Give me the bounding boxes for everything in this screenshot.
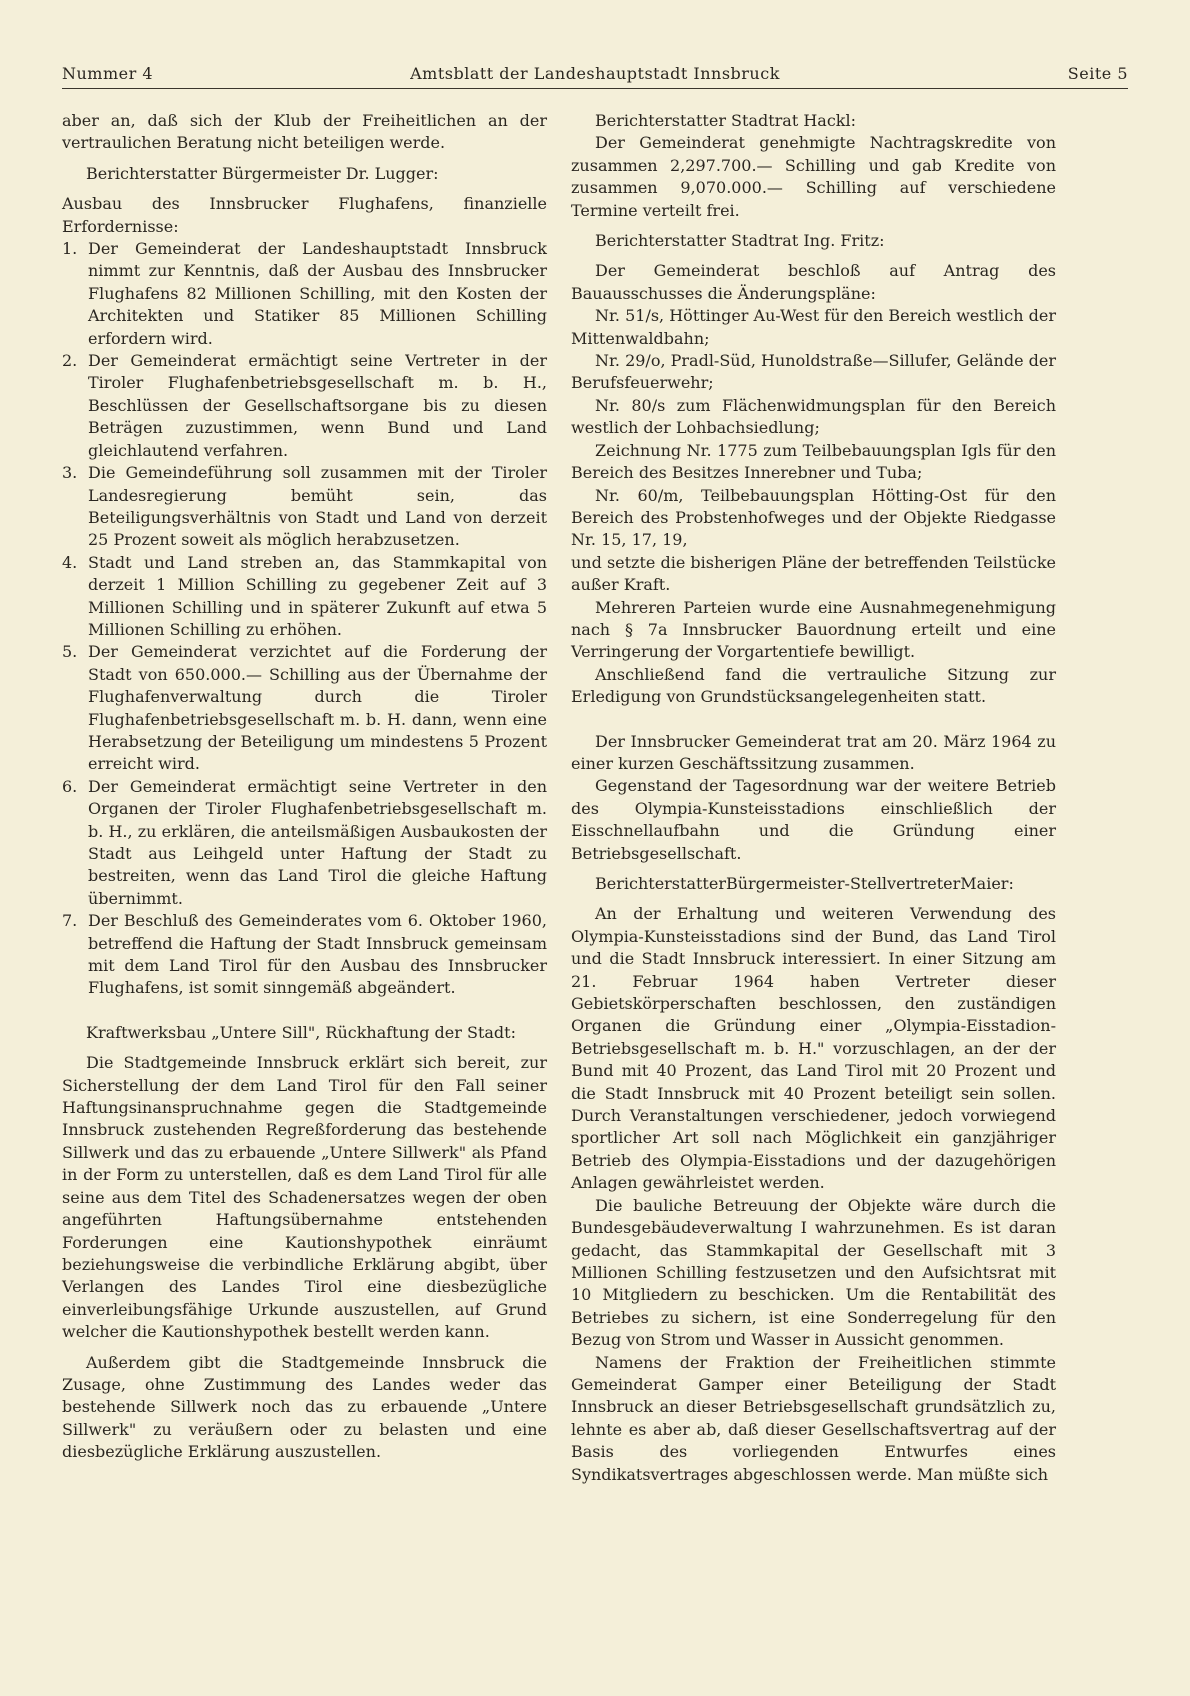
list-item — [62, 641, 547, 775]
plan-item: Nr. 29/o, Pradl-Süd, Hunoldstraße—Sillufer, Gelände der Berufsfeuerwehr; — [571, 351, 1056, 393]
topic-heading: Kraftwerksbau „Untere Sill", Rückhaftung der Stadt: — [86, 1022, 516, 1042]
item-text: Stadt und Land streben an, das Stammkapital von derzeit 1 Million Schilling zu gegebener Zeit auf 3 Millionen Schilling und in späterer Zukunft auf etwa 5 Millionen Schilling zu erhöhen. — [88, 552, 547, 639]
issue-number: Nummer 4 — [62, 64, 154, 83]
reporter-heading: Berichterstatter Stadtrat Ing. Fritz: — [595, 231, 885, 251]
list-item — [62, 350, 547, 462]
list-item — [62, 910, 547, 1000]
item-number: 6. — [62, 776, 78, 796]
plan-item: Nr. 60/m, Teilbebauungsplan Hötting-Ost für den Bereich des Probstenhofweges und der Objekte Riedgasse Nr. 15, 17, 19, — [571, 485, 1056, 550]
list-item — [62, 776, 547, 910]
paragraph: Die Stadtgemeinde Innsbruck erklärt sich bereit, zur Sicherstellung der dem Land Tirol für den Fall seiner Haftungsinanspruchnahme gegen die Stadtgemeinde Innsbruck zustehenden Regreßforderung das bestehende Sillwerk und das zu erbauende „Untere Sillwerk" als Pfand in der Form zu unterstellen, daß es dem Land Tirol für alle seine aus dem Titel des Schadenersatzes wegen der oben angeführten Haftungsübernahme entstehenden Forderungen eine Kautionshypothek einräumt beziehungsweise die verbindliche Erklärung abgibt, über Verlangen des Landes Tirol eine diesbezügliche einverleibungsfähige Urkunde auszustellen, auf Grund welcher die Kautionshypothek bestellt werden kann. — [62, 1053, 547, 1342]
paragraph: An der Erhaltung und weiteren Verwendung des Olympia-Kunsteisstadions sind der Bund, das Land Tirol und die Stadt Innsbruck interessiert. In einer Sitzung am 21. Februar 1964 haben Vertreter dieser Gebietskörperschaften beschlossen, den zuständigen Organen die Gründung einer „Olympia-Eisstadion-Betriebsgesellschaft m. b. H." vorzuschlagen, an der der Bund mit 40 Prozent, das Land Tirol mit 20 Prozent und die Stadt Innsbruck mit 40 Prozent beteiligt sein sollen. Durch Veranstaltungen verschiedener, jedoch vorwiegend sportlicher Art soll nach Möglichkeit ein ganzjähriger Betrieb des Olympia-Eisstadions und der dazugehörigen Anlagen gewährleistet werden. — [571, 904, 1056, 1193]
left-column — [62, 110, 547, 1464]
item-text: Der Gemeinderat ermächtigt seine Vertreter in den Organen der Tiroler Flughafenbetriebsgesellschaft m. b. H., zu erklären, die anteilsmäßigen Ausbaukosten der Stadt aus Leihgeld unter Haftung der Stadt zu bestreiten, wenn das Land Tirol die gleiche Haftung übernimmt. — [88, 776, 547, 908]
item-number: 1. — [62, 239, 78, 259]
item-text: Der Gemeinderat der Landeshauptstadt Innsbruck nimmt zur Kenntnis, daß der Ausbau des Innsbrucker Flughafens 82 Millionen Schilling, mit den Kosten der Architekten und Statiker 85 Millionen Schilling erfordern wird. — [88, 239, 547, 348]
paragraph: Die bauliche Betreuung der Objekte wäre durch die Bundesgebäudeverwaltung I wahrzunehmen. Es ist daran gedacht, das Stammkapital der Gesellschaft mit 3 Millionen Schilling festzusetzen und den Aufsichtsrat mit 10 Mitgliedern zu beschicken. Um die Rentabilität des Betriebes zu sichern, ist eine Sonderregelung für den Bezug von Strom und Wasser in Aussicht genommen. — [571, 1195, 1056, 1350]
paragraph: Der Innsbrucker Gemeinderat trat am 20. März 1964 zu einer kurzen Geschäftssitzung zusammen. — [571, 731, 1056, 773]
item-number: 3. — [62, 463, 78, 483]
item-number: 7. — [62, 911, 78, 931]
paragraph: aber an, daß sich der Klub der Freiheitlichen an der vertraulichen Beratung nicht beteiligen werde. — [62, 111, 547, 153]
list-item — [62, 552, 547, 642]
paragraph: Mehreren Parteien wurde eine Ausnahmegenehmigung nach § 7a Innsbrucker Bauordnung erteilt und eine Verringerung der Vorgartentiefe bewilligt. — [571, 597, 1056, 662]
item-number: 2. — [62, 351, 78, 371]
page-number: Seite 5 — [1067, 64, 1128, 83]
list-item — [62, 238, 547, 350]
item-text: Der Beschluß des Gemeinderates vom 6. Oktober 1960, betreffend die Haftung der Stadt Innsbruck gemeinsam mit dem Land Tirol für den Ausbau des Innsbrucker Flughafens, ist somit sinngemäß abgeändert. — [88, 911, 547, 998]
reporter-heading: BerichterstatterBürgermeister-StellvertreterMaier: — [595, 874, 1014, 893]
plan-item: Zeichnung Nr. 1775 zum Teilbebauungsplan Igls für den Bereich des Besitzes Innerebner und Tuba; — [571, 440, 1056, 483]
page-header — [62, 62, 1128, 89]
paragraph: Außerdem gibt die Stadtgemeinde Innsbruck die Zusage, ohne Zustimmung des Landes weder das bestehende Sillwerk noch das zu erbauende „Untere Sillwerk" zu veräußern oder zu belasten und eine diesbezügliche Erklärung auszustellen. — [62, 1352, 547, 1462]
paragraph: und setzte die bisherigen Pläne der betreffenden Teilstücke außer Kraft. — [571, 552, 1057, 595]
paragraph: Der Gemeinderat genehmigte Nachtragskredite von zusammen 2,297.700.— Schilling und gab Kredite von zusammen 9,070.000.— Schilling auf verschiedene Termine verteilt frei. — [571, 133, 1056, 220]
item-text: Die Gemeindeführung soll zusammen mit der Tiroler Landesregierung bemüht sein, das Beteiligungsverhältnis von Stadt und Land von derzeit 25 Prozent soweit als möglich herabzusetzen. — [88, 463, 547, 550]
publication-title: Amtsblatt der Landeshauptstadt Innsbruck — [410, 64, 780, 83]
reporter-heading: Berichterstatter Stadtrat Hackl: — [595, 111, 857, 130]
item-number: 5. — [62, 642, 78, 662]
resolution-list — [62, 238, 547, 1000]
list-item — [62, 462, 547, 552]
plan-item: Nr. 80/s zum Flächenwidmungsplan für den Bereich westlich der Lohbachsiedlung; — [571, 395, 1056, 438]
reporter-heading: Berichterstatter Bürgermeister Dr. Lugger: — [86, 163, 439, 183]
right-column — [571, 110, 1056, 1486]
topic-heading: Ausbau des Innsbrucker Flughafens, finanzielle Erfordernisse: — [62, 194, 547, 236]
plan-item: Nr. 51/s, Höttinger Au-West für den Bereich westlich der Mittenwaldbahn; — [571, 306, 1056, 348]
paragraph: Gegenstand der Tagesordnung war der weitere Betrieb des Olympia-Kunsteisstadions einschließlich der Eisschnellaufbahn und die Gründung einer Betriebsgesellschaft. — [571, 776, 1056, 863]
item-number: 4. — [62, 552, 78, 572]
item-text: Der Gemeinderat ermächtigt seine Vertreter in der Tiroler Flughafenbetriebsgesellschaft m. b. H., Beschlüssen der Gesellschaftsorgane bis zu diesen Beträgen zuzustimmen, wenn Bund und Land gleichlautend verfahren. — [88, 351, 547, 460]
item-text: Der Gemeinderat verzichtet auf die Forderung der Stadt von 650.000.— Schilling aus der Übernahme der Flughafenverwaltung durch die Tiroler Flughafenbetriebsgesellschaft m. b. H. dann, wenn eine Herabsetzung der Beteiligung um mindestens 5 Prozent erreicht wird. — [88, 642, 547, 774]
paragraph: Namens der Fraktion der Freiheitlichen stimmte Gemeinderat Gamper einer Beteiligung der Stadt Innsbruck an dieser Betriebsgesellschaft grundsätzlich zu, lehnte es aber ab, daß dieser Gesellschaftsvertrag auf der Basis des vorliegenden Entwurfes eines Syndikatsvertrages abgeschlossen werde. Man müßte sich — [571, 1352, 1056, 1484]
paragraph: Anschließend fand die vertrauliche Sitzung zur Erledigung von Grundstücksangelegenheiten statt. — [571, 664, 1056, 707]
paragraph: Der Gemeinderat beschloß auf Antrag des Bauausschusses die Änderungspläne: — [571, 261, 1056, 303]
